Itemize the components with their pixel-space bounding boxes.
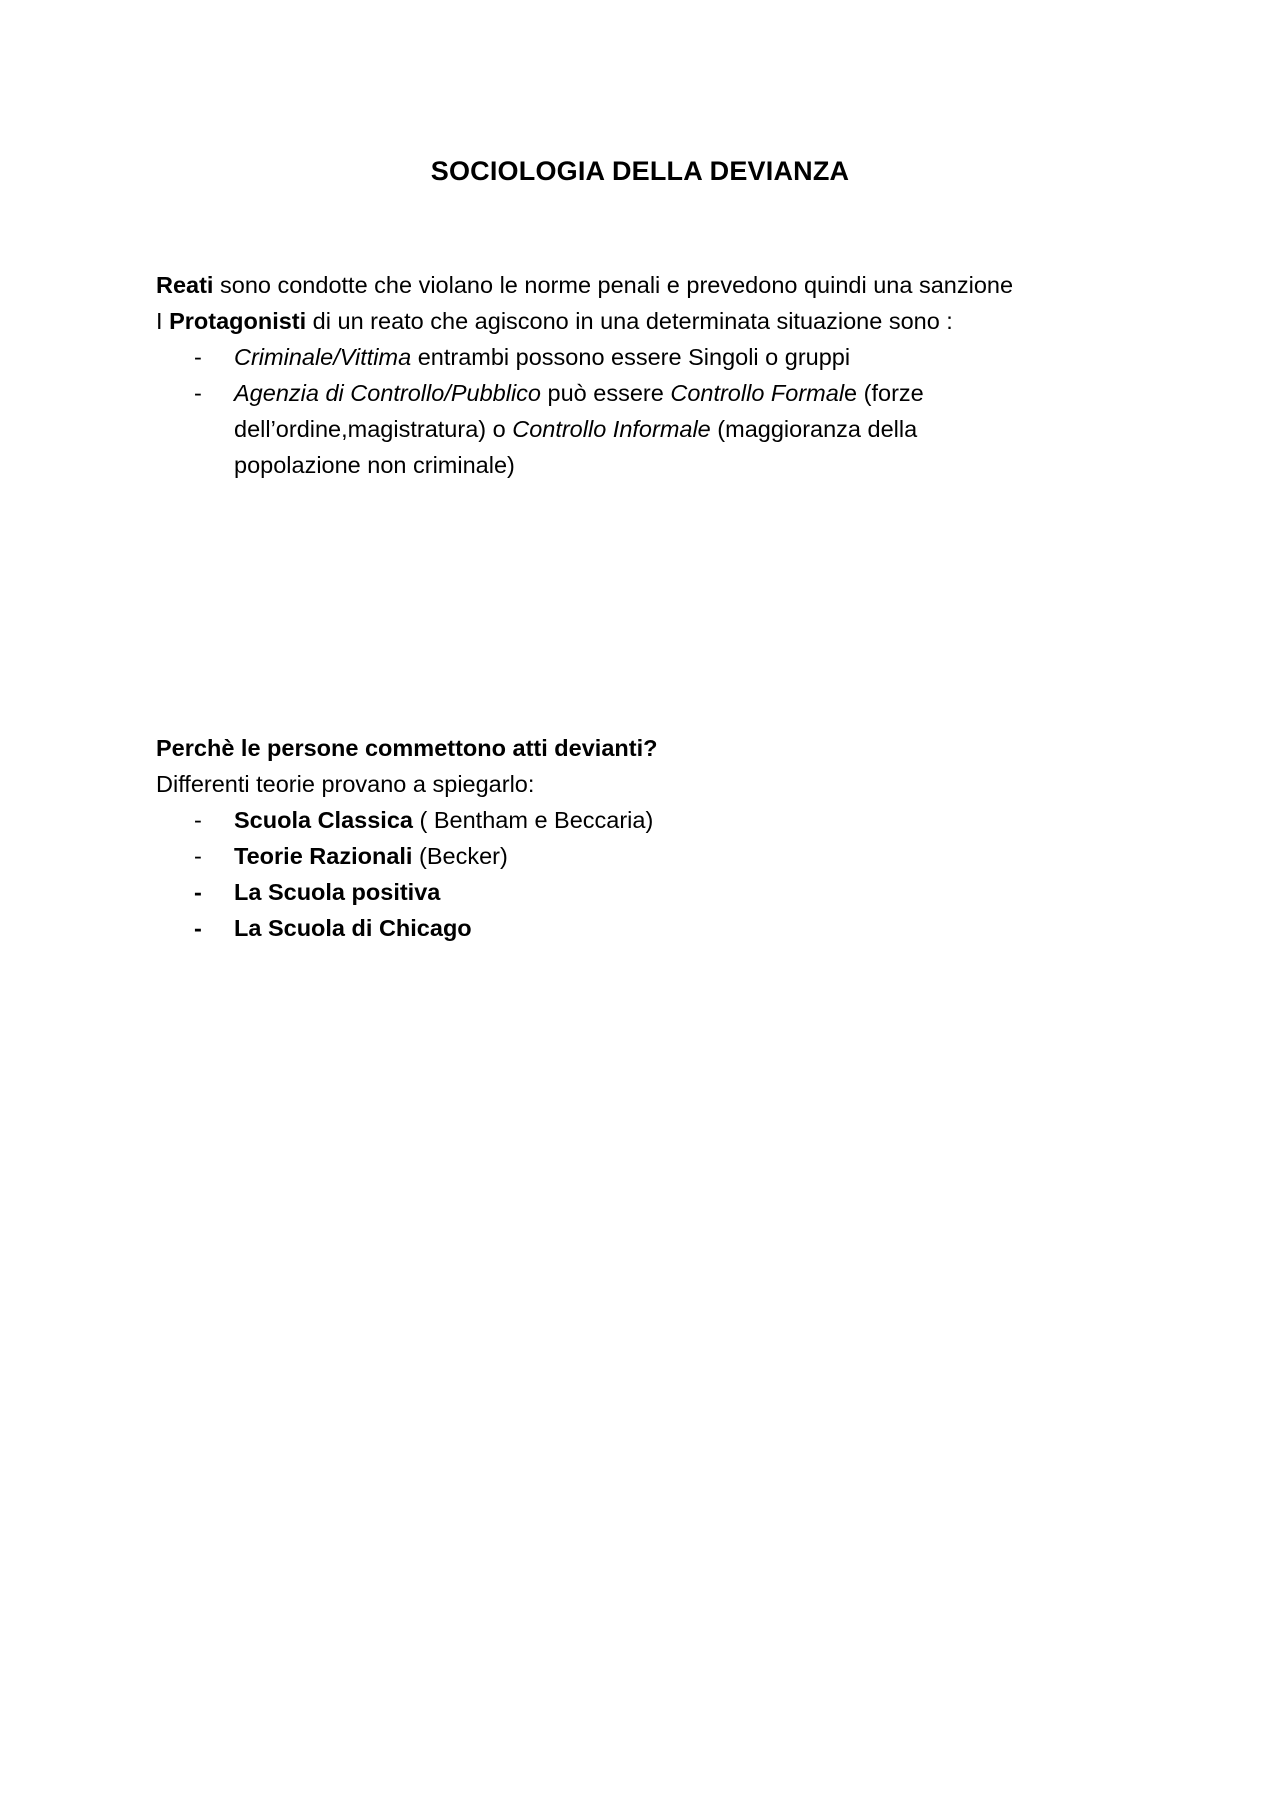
theories-section — [156, 730, 1136, 946]
list-item — [156, 910, 1136, 946]
theory-name: La Scuola di Chicago — [234, 915, 472, 941]
agenzia-text-1: può essere — [541, 380, 671, 406]
protagonisti-term: Protagonisti — [169, 308, 307, 334]
dash-bullet: - — [194, 915, 202, 941]
theory-name: Teorie Razionali — [234, 843, 413, 869]
list-item — [156, 838, 1136, 874]
agenzia-line-2 — [234, 411, 1136, 447]
dash-bullet: - — [194, 344, 202, 370]
agenzia-line-2-pre: dell’ordine,magistratura) o — [234, 416, 513, 442]
theory-detail: ( Bentham e Beccaria) — [412, 807, 654, 833]
list-item — [156, 874, 1136, 910]
protagonisti-article: I — [156, 308, 170, 334]
list-item — [156, 802, 1136, 838]
agenzia-line-2-rest: (maggioranza della — [710, 416, 918, 442]
reati-definition — [156, 267, 1136, 303]
theories-list — [156, 802, 1136, 946]
list-item — [156, 375, 1136, 483]
agenzia-text-2: e (forze — [844, 380, 924, 406]
dash-bullet: - — [194, 807, 202, 833]
dash-bullet: - — [194, 843, 202, 869]
agenzia-term: Agenzia di Controllo/Pubblico — [234, 380, 541, 406]
protagonisti-definition — [156, 303, 1136, 339]
dash-bullet: - — [194, 879, 202, 905]
controllo-formale-term: Controllo Formal — [670, 380, 845, 406]
agenzia-line-3: popolazione non criminale) — [234, 452, 515, 478]
page-title: SOCIOLOGIA DELLA DEVIANZA — [430, 156, 850, 186]
controllo-informale-term: Controllo Informale — [512, 416, 711, 442]
list-item — [156, 339, 1136, 375]
theory-name: Scuola Classica — [234, 807, 413, 833]
dash-bullet: - — [194, 380, 202, 406]
protagonisti-list — [156, 339, 1136, 483]
section-question: Perchè le persone commettono atti devianti? — [156, 735, 658, 761]
criminale-vittima-text: entrambi possono essere Singoli o gruppi — [411, 344, 851, 370]
theory-name: La Scuola positiva — [234, 879, 441, 905]
reati-text: sono condotte che violano le norme penali e prevedono quindi una sanzione — [213, 272, 1014, 298]
protagonisti-text: di un reato che agiscono in una determinata situazione sono : — [306, 308, 953, 334]
theory-detail: (Becker) — [412, 843, 508, 869]
agenzia-line-1 — [234, 375, 1136, 411]
section-intro: Differenti teorie provano a spiegarlo: — [156, 771, 535, 797]
definitions-section — [156, 267, 1136, 483]
criminale-vittima-term: Criminale/Vittima — [234, 344, 412, 370]
reati-term: Reati — [156, 272, 214, 298]
